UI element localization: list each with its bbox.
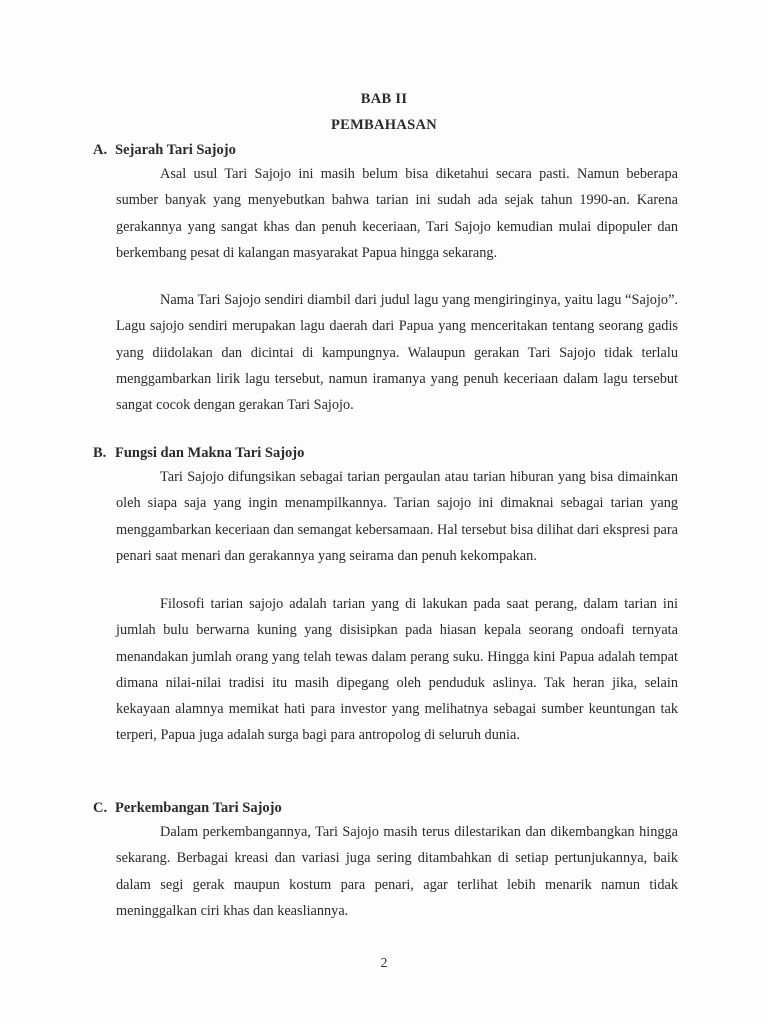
paragraph: Filosofi tarian sajojo adalah tarian yang di lakukan pada saat perang, dalam tarian ini jumlah bulu berwarna kuning yang disisipkan pada hiasan kepala seorang ondoafi ternyata menandakan jumlah orang yang telah tewas dalam perang suku. Hingga kini Papua adalah tempat dimana nilai-nilai tradisi itu masih dipegang oleh penduduk aslinya. Tak heran jika, selain kekayaan alamnya memikat hati para investor yang melihatnya sebagai sumber keuntungan tak terperi, Papua juga adalah surga bagi para antropolog di seluruh dunia. [116, 596, 678, 744]
section-title: Fungsi dan Makna Tari Sajojo [115, 445, 305, 461]
paragraph: Dalam perkembangannya, Tari Sajojo masih terus dilestarikan dan dikembangkan hingga sekarang. Berbagai kreasi dan variasi juga sering ditambahkan di setiap pertunjukannya, baik dalam segi gerak maupun kostum para penari, agar terlihat lebih menarik namun tidak meninggalkan ciri khas dan keasliannya. [116, 824, 678, 919]
paragraph: Tari Sajojo difungsikan sebagai tarian pergaulan atau tarian hiburan yang bisa dimainkan oleh siapa saja yang ingin menampilkannya. Tarian sajojo ini dimaknai sebagai tarian yang menggambarkan keceriaan dan semangat kebersamaan. Hal tersebut bisa dilihat dari ekspresi para penari saat menari dan gerakannya yang seirama dan penuh kekompakan. [116, 469, 678, 564]
chapter-title: PEMBAHASAN [330, 117, 438, 133]
paragraph: Asal usul Tari Sajojo ini masih belum bisa diketahui secara pasti. Namun beberapa sumber banyak yang menyebutkan bahwa tarian ini sudah ada sejak tahun 1990-an. Karena gerakannya yang sangat khas dan penuh keceriaan, Tari Sajojo kemudian mulai dipopuler dan berkembang pesat di kalangan masyarakat Papua hingga sekarang. [116, 166, 678, 261]
chapter-number: BAB II [360, 91, 408, 107]
paragraph: Nama Tari Sajojo sendiri diambil dari judul lagu yang mengiringinya, yaitu lagu “Sajojo”. Lagu sajojo sendiri merupakan lagu daerah dari Papua yang menceritakan tentang seorang gadis yang diidolakan dan dicintai di kampungnya. Walaupun gerakan Tari Sajojo tidak terlalu menggambarkan lirik lagu tersebut, namun iramanya yang penuh keceriaan dalam lagu tersebut sangat cocok dengan gerakan Tari Sajojo. [116, 292, 678, 414]
section-letter: A. [93, 142, 108, 158]
section-heading-b [93, 445, 304, 462]
section-heading-c [93, 800, 282, 817]
section-title: Sejarah Tari Sajojo [115, 142, 236, 158]
section-heading-a [93, 142, 236, 159]
page-number: 2 [380, 955, 388, 970]
section-title: Perkembangan Tari Sajojo [115, 800, 282, 816]
section-letter: C. [93, 800, 108, 816]
section-letter: B. [93, 445, 107, 461]
